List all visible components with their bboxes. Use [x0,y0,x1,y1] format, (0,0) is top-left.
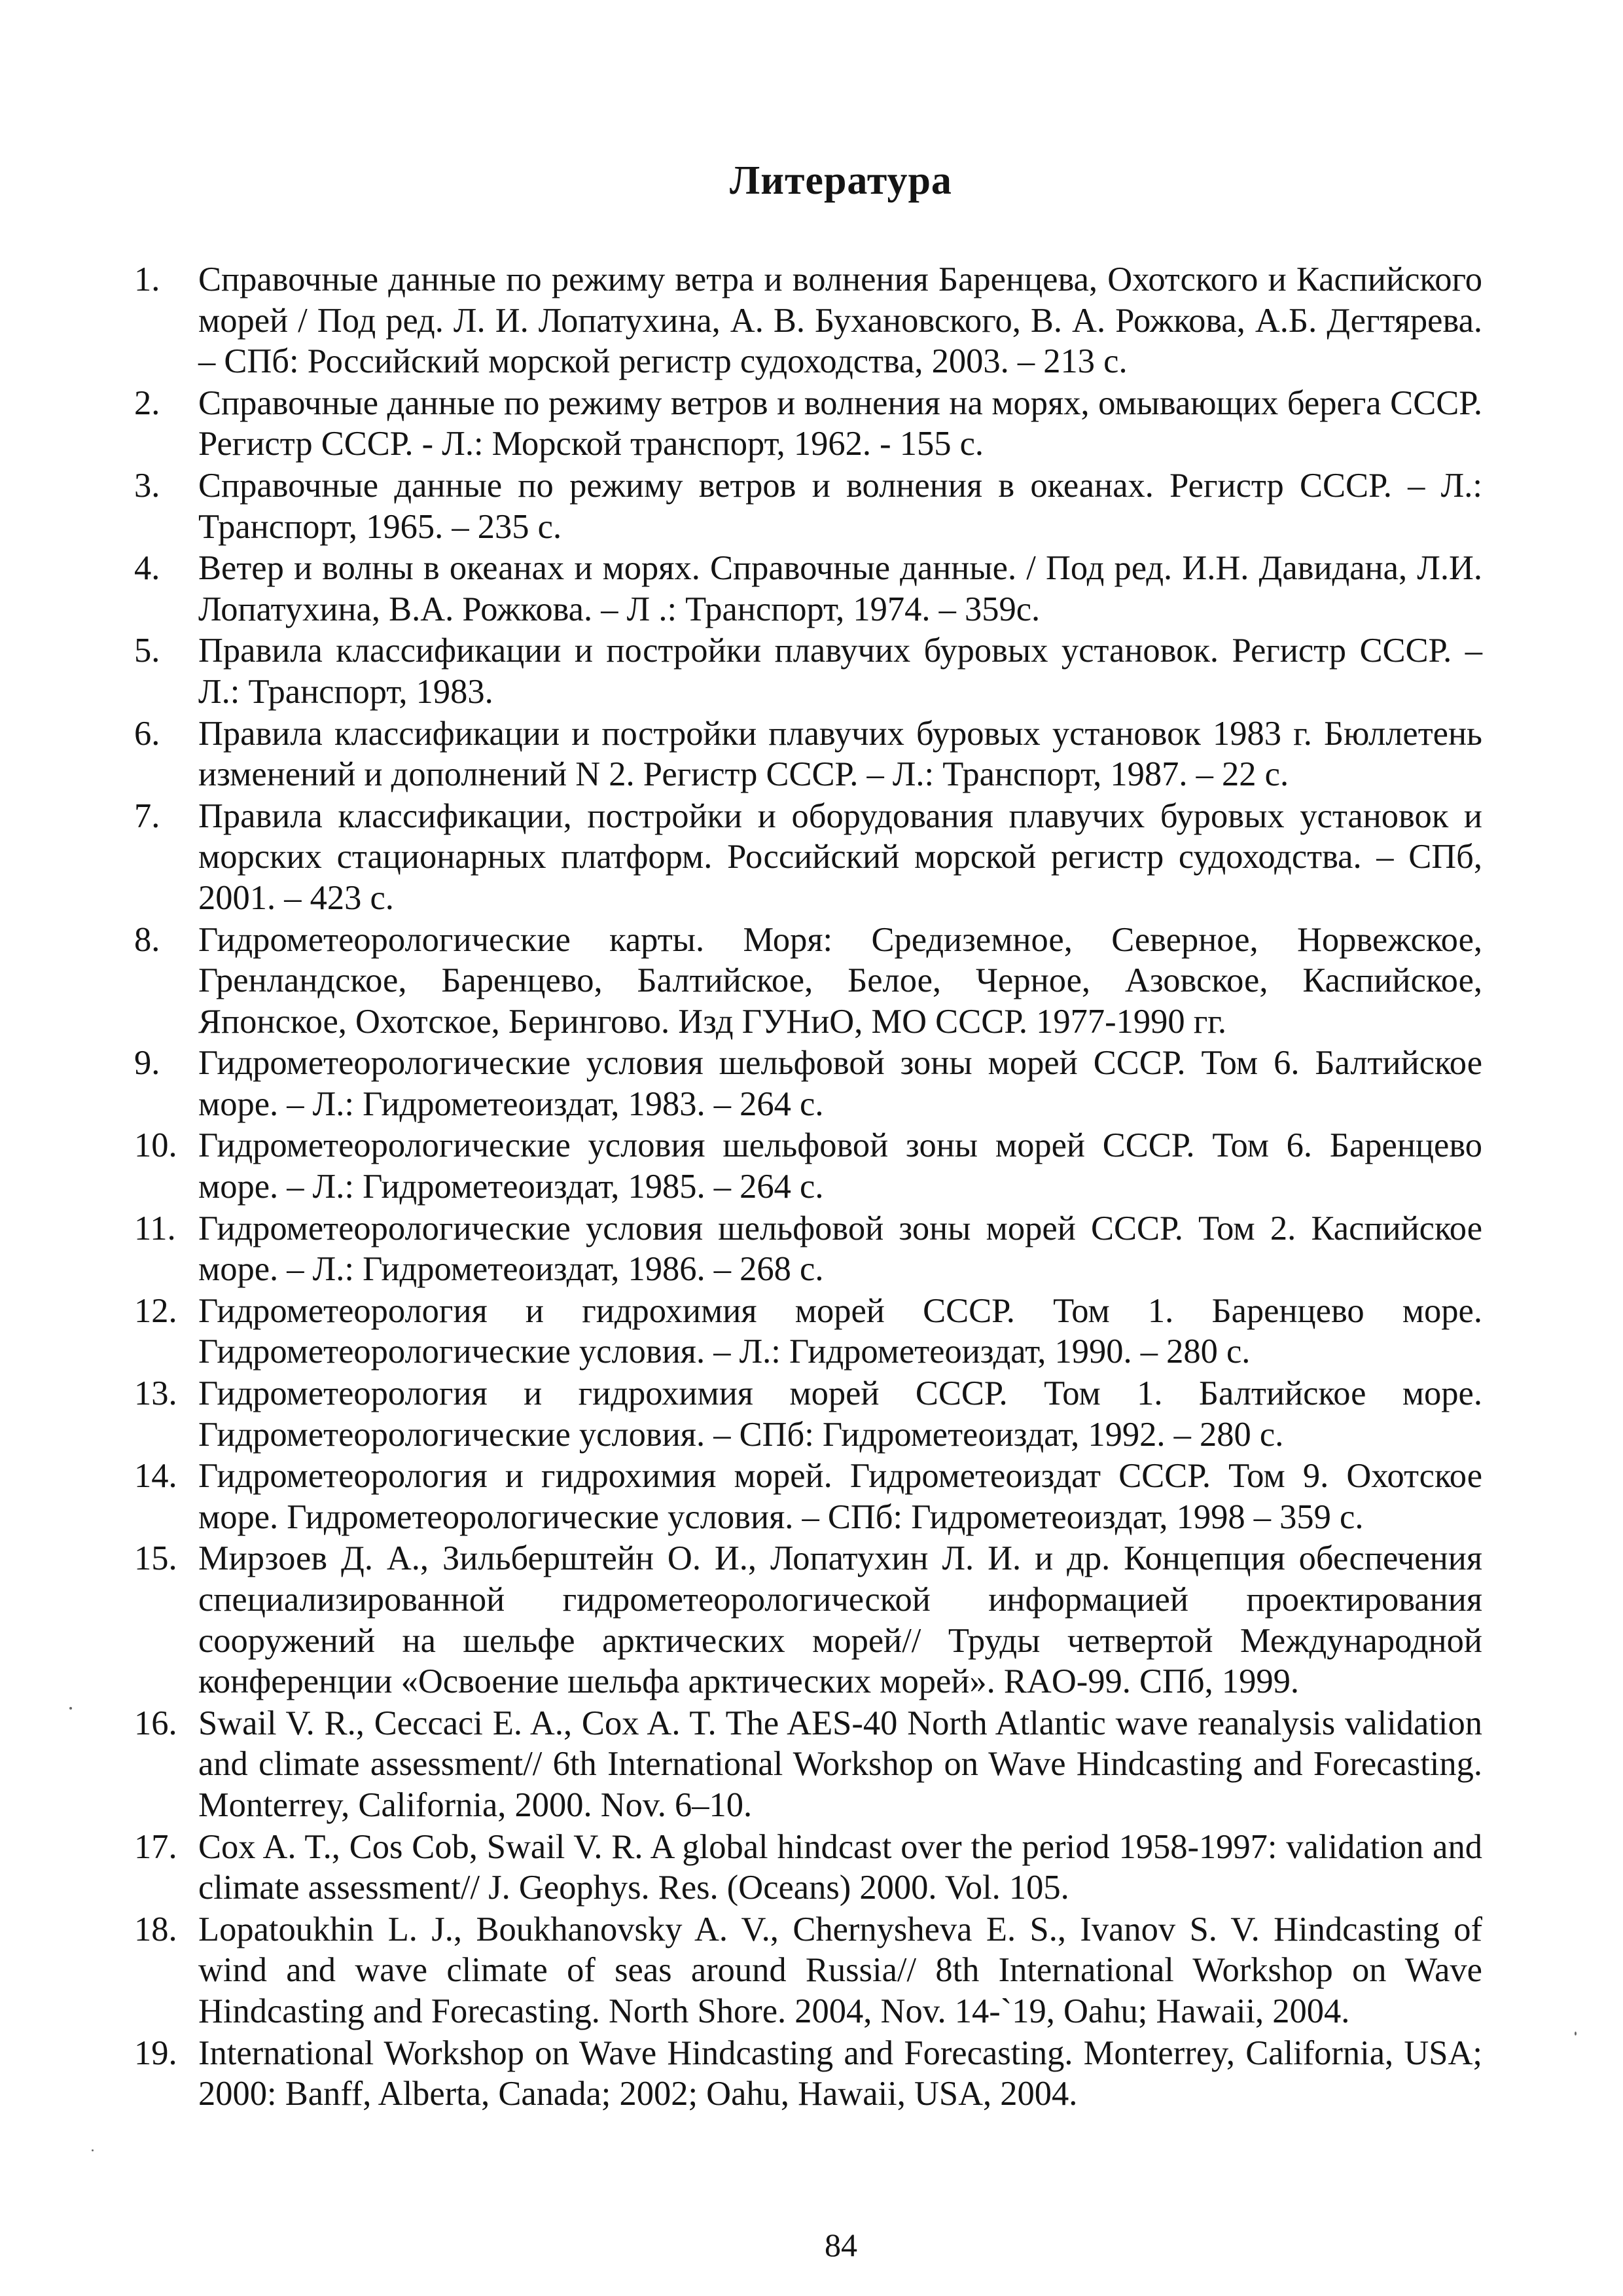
scan-speck [1575,2032,1577,2036]
reference-number: 17. [134,1827,177,1866]
reference-number: 8. [134,920,160,959]
reference-item [134,796,1482,919]
reference-item [134,1125,1482,1207]
reference-text: Справочные данные по режиму ветров и волнения в океанах. Регистр СССР. – Л.: Транспорт, 1965. – 235 с. [198,466,1482,546]
reference-number: 6. [134,714,160,753]
reference-text: Гидрометеорологические карты. Моря: Средиземное, Северное, Норвежское, Гренландское, Баренцево, Балтийское, Белое, Черное, Азовское, Каспийское, Японское, Охотское, Берингово. Изд ГУНиО, МО СССР. 1977-1990 гг. [198,920,1482,1041]
reference-item [134,920,1482,1043]
reference-text: Справочные данные по режиму ветра и волнения Баренцева, Охотского и Каспийского морей / Под ред. Л. И. Лопатухина, А. В. Бухановского, В. А. Рожкова, А.Б. Дегтярева. – СПб: Российский морской регистр судоходства, 2003. – 213 с. [198,260,1482,381]
reference-number: 13. [134,1374,177,1413]
reference-item [134,1538,1482,1702]
reference-item [134,1291,1482,1372]
reference-number: 18. [134,1910,177,1948]
reference-number: 15. [134,1539,177,1578]
reference-text: Мирзоев Д. А., Зильберштейн О. И., Лопатухин Л. И. и др. Концепция обеспечения специализированной гидрометеорологической информацией проектирования сооружений на шельфе арктических морей// Труды четвертой Международной конференции «Освоение шельфа арктических морей». RAO-99. СПб, 1999. [198,1539,1482,1701]
reference-text: Правила классификации, постройки и оборудования плавучих буровых установок и морских стационарных платформ. Российский морской регистр судоходства. – СПб, 2001. – 423 с. [198,797,1482,917]
reference-item [134,1827,1482,1909]
reference-text: Гидрометеорологические условия шельфовой зоны морей СССР. Том 6. Баренцево море. – Л.: Гидрометеоиздат, 1985. – 264 с. [198,1126,1482,1206]
reference-number: 1. [134,260,160,298]
reference-item [134,465,1482,547]
reference-item [134,1909,1482,2032]
reference-text: Swail V. R., Ceccaci E. A., Cox A. T. The AES-40 North Atlantic wave reanalysis validation and climate assessment// 6th International Workshop on Wave Hindcasting and Forecasting. Monterrey, California, 2000. Nov. 6–10. [198,1704,1482,1824]
reference-text: Гидрометеорологические условия шельфовой зоны морей СССР. Том 6. Балтийское море. – Л.: Гидрометеоиздат, 1983. – 264 с. [198,1044,1482,1123]
reference-number: 4. [134,549,160,588]
reference-item [134,1703,1482,1826]
reference-item [134,630,1482,712]
page-number: 84 [825,2227,857,2263]
reference-list [134,259,1482,2115]
reference-text: Ветер и волны в океанах и морях. Справочные данные. / Под ред. И.Н. Давидана, Л.И. Лопатухина, В.А. Рожкова. – Л .: Транспорт, 1974. – 359с. [198,549,1482,628]
reference-item [134,713,1482,795]
reference-text: Гидрометеорология и гидрохимия морей СССР. Том 1. Баренцево море. Гидрометеорологические условия. – Л.: Гидрометеоиздат, 1990. – 280 с. [198,1291,1482,1371]
reference-text: Гидрометеорология и гидрохимия морей СССР. Том 1. Балтийское море. Гидрометеорологические условия. – СПб: Гидрометеоиздат, 1992. – 280 с. [198,1374,1482,1454]
reference-number: 10. [134,1126,177,1165]
reference-text: Гидрометеорология и гидрохимия морей. Гидрометеоиздат СССР. Том 9. Охотское море. Гидрометеорологические условия. – СПб: Гидрометеоиздат, 1998 – 359 с. [198,1457,1482,1536]
reference-item [134,548,1482,630]
reference-number: 7. [134,797,160,835]
reference-number: 12. [134,1291,177,1330]
scan-speck [92,2149,94,2151]
reference-text: International Workshop on Wave Hindcasting and Forecasting. Monterrey, California, USA; 2000: Banff, Alberta, Canada; 2002; Oahu, Hawaii, USA, 2004. [198,2034,1482,2113]
reference-text: Гидрометеорологические условия шельфовой зоны морей СССР. Том 2. Каспийское море. – Л.: Гидрометеоиздат, 1986. – 268 с. [198,1209,1482,1289]
page-title: Литература [730,158,952,203]
reference-text: Lopatoukhin L. J., Boukhanovsky A. V., Chernysheva E. S., Ivanov S. V. Hindcasting of wind and wave climate of seas around Russia// 8th International Workshop on Wave Hindcasting and Forecasting. North Shore. 2004, Nov. 14-`19, Oahu; Hawaii, 2004. [198,1910,1482,2030]
reference-text: Cox A. T., Cos Cob, Swail V. R. A global hindcast over the period 1958-1997: validation and climate assessment// J. Geophys. Res. (Oceans) 2000. Vol. 105. [198,1827,1482,1907]
reference-item [134,1208,1482,1290]
reference-number: 3. [134,466,160,505]
reference-text: Справочные данные по режиму ветров и волнения на морях, омывающих берега СССР. Регистр СССР. - Л.: Морской транспорт, 1962. - 155 с. [198,384,1482,463]
reference-number: 11. [134,1209,176,1247]
scan-speck [69,1707,72,1710]
reference-number: 19. [134,2034,177,2072]
reference-number: 9. [134,1044,160,1083]
reference-item [134,1043,1482,1124]
reference-item [134,1373,1482,1455]
reference-text: Правила классификации и постройки плавучих буровых установок. Регистр СССР. – Л.: Транспорт, 1983. [198,632,1482,711]
reference-number: 16. [134,1704,177,1742]
reference-item [134,259,1482,382]
reference-number: 14. [134,1457,177,1496]
reference-item [134,383,1482,465]
reference-number: 2. [134,384,160,422]
reference-item [134,2033,1482,2115]
reference-number: 5. [134,632,160,670]
reference-text: Правила классификации и постройки плавучих буровых установок 1983 г. Бюллетень изменений и дополнений N 2. Регистр СССР. – Л.: Транспорт, 1987. – 22 с. [198,714,1482,794]
reference-item [134,1456,1482,1537]
